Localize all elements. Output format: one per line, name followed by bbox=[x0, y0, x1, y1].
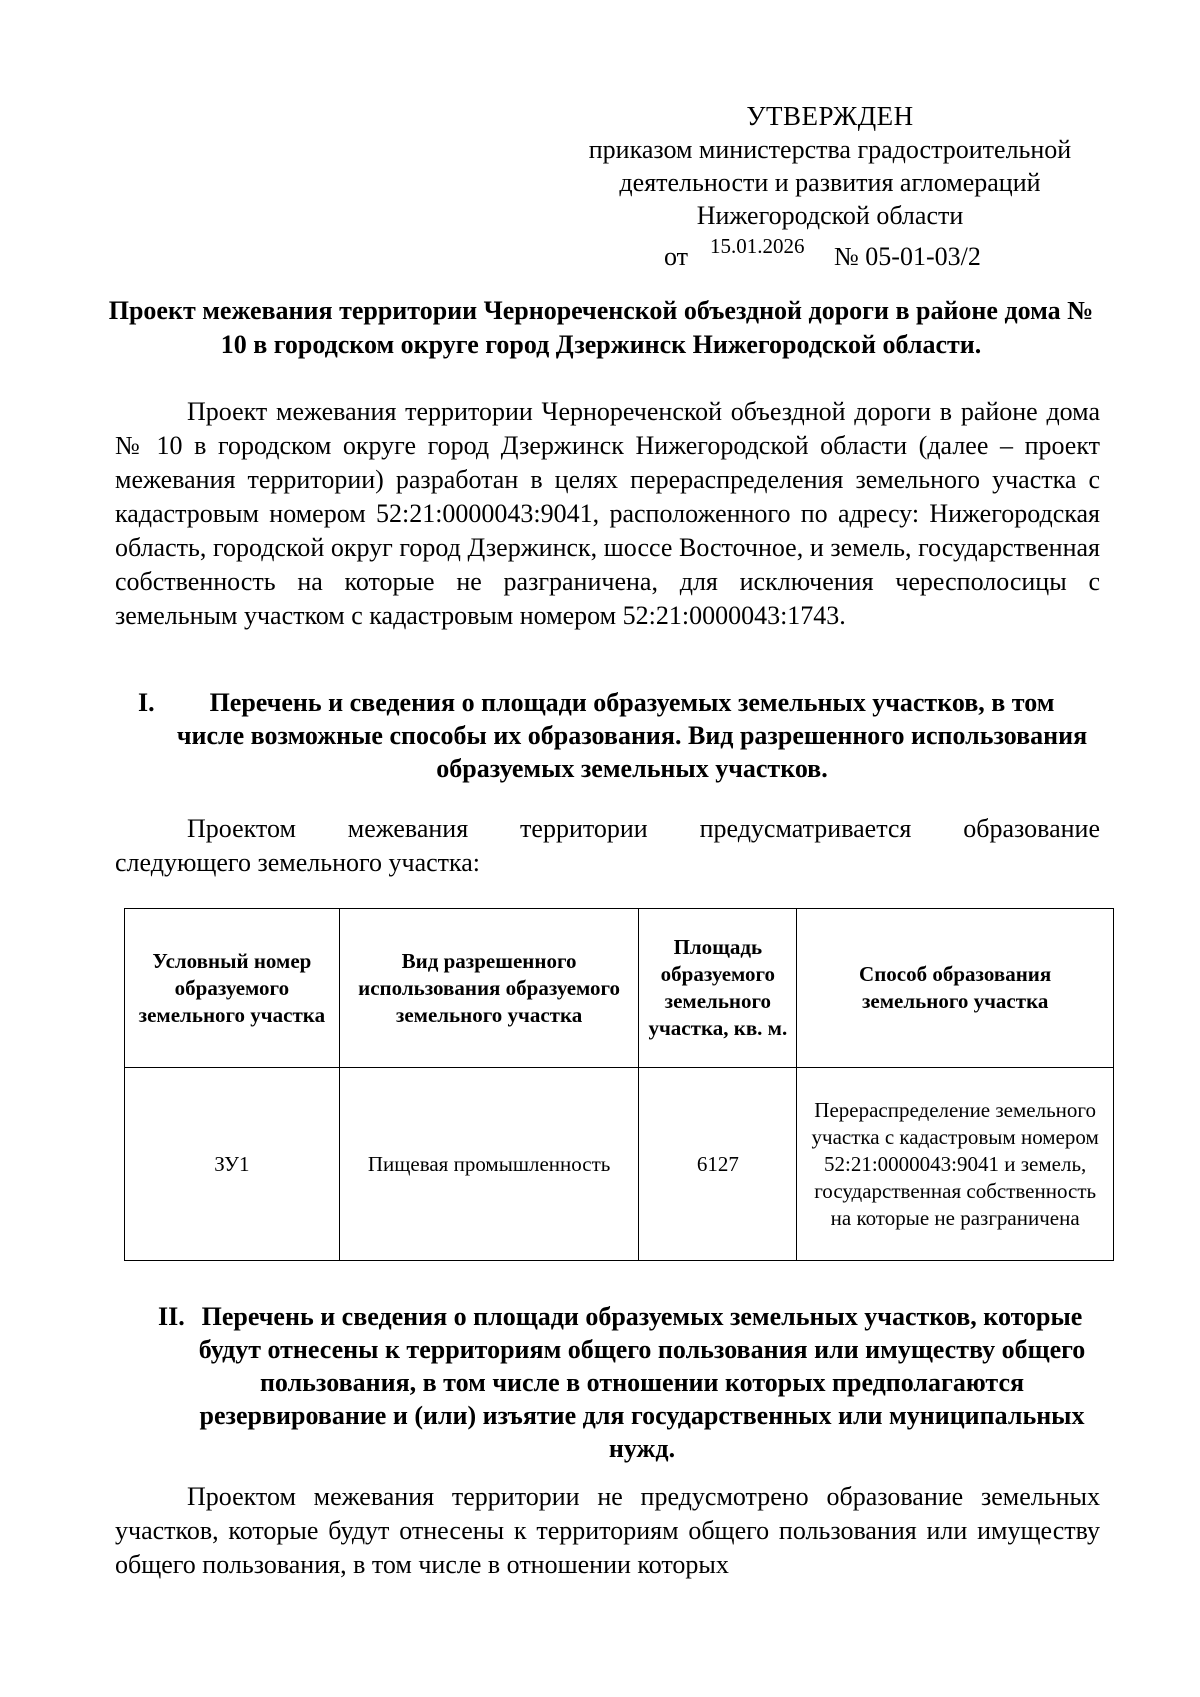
table-header-cell: Вид разрешенного использования образуемого земельного участка bbox=[339, 909, 639, 1068]
intro-paragraph: Проект межевания территории Черноречeнской объездной дороги в районе дома № 10 в городском округе город Дзержинск Нижегородской области (далее – проект межевания территории) разработан в целях перераспределения земельного участка с кадастровым номером 52:21:0000043:9041, расположенного по адресу: Нижегородская область, городской округ город Дзержинск, шоссе Восточное, и земель, государственная собственность на которые не разграничена, для исключения чересполосицы с земельным участком с кадастровым номером 52:21:0000043:1743. bbox=[115, 397, 1100, 630]
approval-number: № 05-01-03/2 bbox=[834, 242, 981, 271]
table-header-cell: Способ образования земельного участка bbox=[797, 909, 1114, 1068]
approval-stamp: УТВЕРЖДЕН bbox=[746, 101, 914, 131]
from-label: от bbox=[664, 242, 689, 271]
table-header-row bbox=[125, 909, 1114, 1068]
section-1-paragraph-line-2: следующего земельного участка: bbox=[115, 848, 481, 877]
approval-date: 15.01.2026 bbox=[710, 234, 805, 258]
plots-table bbox=[124, 908, 1114, 1261]
section-1-paragraph bbox=[115, 812, 1100, 880]
section-2-heading bbox=[150, 1300, 1090, 1465]
section-2-numeral: II. bbox=[158, 1302, 185, 1331]
table-row bbox=[125, 1068, 1114, 1261]
approval-line-2: деятельности и развития агломераций bbox=[619, 168, 1041, 197]
section-1-heading-text: Перечень и сведения о площади образуемых земельных участков, в том числе возможные способы их образования. Вид разрешенного использования образуемых земельных участков. bbox=[176, 688, 1088, 783]
section-1-numeral: I. bbox=[138, 688, 155, 717]
table-cell-plot-number: ЗУ1 bbox=[125, 1068, 340, 1261]
approval-block bbox=[560, 100, 1100, 270]
document-title: Проект межевания территории Черноречeнской объездной дороги в районе дома № 10 в городском округе город Дзержинск Нижегородской области. bbox=[108, 296, 1094, 359]
approval-line-1: приказом министерства градостроительной bbox=[588, 135, 1072, 164]
table-cell-area: 6127 bbox=[639, 1068, 797, 1261]
table-header-cell: Условный номер образуемого земельного участка bbox=[125, 909, 340, 1068]
table-cell-formation-method: Перераспределение земельного участка с кадастровым номером 52:21:0000043:9041 и земель, государственная собственность на которые не разграничена bbox=[797, 1068, 1114, 1261]
table-header-cell: Площадь образуемого земельного участка, кв. м. bbox=[639, 909, 797, 1068]
section-2-paragraph: Проектом межевания территории не предусмотрено образование земельных участков, которые будут отнесены к территориям общего пользования или имуществу общего пользования, в том числе в отношении которых bbox=[115, 1482, 1100, 1579]
section-1-heading bbox=[130, 686, 1090, 785]
section-2-heading-text: Перечень и сведения о площади образуемых земельных участков, которые будут отнесены к территориям общего пользования или имуществу общего пользования, в том числе в отношении которых предполагаются резервирование и (или) изъятие для государственных или муниципальных нужд. bbox=[198, 1302, 1086, 1463]
approval-line-3: Нижегородской области bbox=[696, 201, 964, 230]
table-cell-permitted-use: Пищевая промышленность bbox=[339, 1068, 639, 1261]
approval-date-line bbox=[560, 234, 1100, 270]
section-1-paragraph-line-1: Проектом межевания территории предусматривается образование bbox=[187, 814, 1100, 843]
